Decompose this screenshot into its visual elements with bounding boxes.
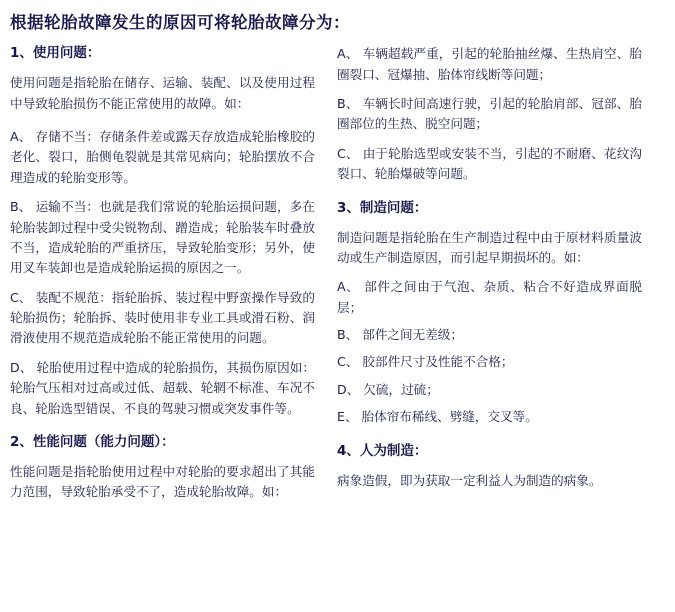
section-artificial-text: 病象造假，即为获取一定利益人为制造的病象。 (337, 472, 602, 488)
manufacturing-item-d: D、 欠硫，过硫； (337, 381, 439, 397)
section-performance-intro: 性能问题是指轮胎使用过程中对轮胎的要求超出了其能力范围，导致轮胎承受不了，造成轮胎故障。如： (10, 463, 315, 500)
usage-item-a: A、 存储不当：存储条件差或露天存放造成轮胎橡胶的老化、裂口，胎侧龟裂就是其常见病向；轮胎摆放不合理造成的轮胎变形等。 (10, 128, 315, 185)
manufacturing-item-e: E、 胎体帘布稀线、劈缝，交叉等。 (337, 409, 538, 425)
two-column-body (10, 44, 665, 511)
page-title: 根据轮胎故障发生的原因可将轮胎故障分为： (10, 13, 350, 32)
right-column (337, 44, 642, 500)
usage-item-b: B、 运输不当：也就是我们常说的轮胎运损问题，多在轮胎装卸过程中受尖锐物刮、蹭造成；轮胎装车时叠放不当，造成轮胎的严重挤压，导致轮胎变形；另外，使用叉车装卸也是造成轮胎运损的原因之一。 (10, 199, 315, 276)
performance-item-c: C、 由于轮胎选型或安装不当，引起的不耐磨、花纹沟裂口、轮胎爆破等问题。 (337, 145, 642, 182)
section-manufacturing-intro: 制造问题是指轮胎在生产制造过程中由于原材料质量波动或生产制造原因，而引起早期损坏的。如： (337, 229, 642, 265)
performance-item-a: A、 车辆超载严重，引起的轮胎抽丝爆、生热肩空、胎圈裂口、冠爆抽、胎体帘线断等问题； (337, 46, 642, 82)
manufacturing-item-c: C、 胶部件尺寸及性能不合格； (337, 354, 514, 370)
usage-item-d: D、 轮胎使用过程中造成的轮胎损伤，其损伤原因如：轮胎气压相对过高或过低、超载、轮辋不标准、车况不良、轮胎选型错误、不良的驾驶习惯或突发事件等。 (10, 359, 315, 416)
usage-item-c: C、 装配不规范：指轮胎拆、装过程中野蛮操作导致的轮胎损伤；轮胎拆、装时使用非专业工具或滑石粉、润滑液使用不规范造成轮胎不能正常使用的问题。 (10, 289, 315, 346)
manufacturing-item-a: A、 部件之间由于气泡、杂质、粘合不好造成界面脱层； (337, 279, 642, 315)
performance-item-b: B、 车辆长时间高速行驶，引起的轮胎肩部、冠部、胎圈部位的生热、脱空问题； (337, 96, 642, 132)
section-heading-manufacturing: 3、制造问题： (337, 199, 428, 216)
section-heading-usage: 1、使用问题： (10, 45, 101, 62)
left-column (10, 44, 315, 511)
section-heading-performance: 2、性能问题（能力问题）： (10, 434, 175, 451)
section-heading-artificial: 4、人为制造： (337, 442, 428, 459)
manufacturing-item-b: B、 部件之间无差级； (337, 327, 463, 343)
section-usage-intro: 使用问题是指轮胎在储存、运输、装配、以及使用过程中导致轮胎损伤不能正常使用的故障。如： (10, 75, 315, 111)
